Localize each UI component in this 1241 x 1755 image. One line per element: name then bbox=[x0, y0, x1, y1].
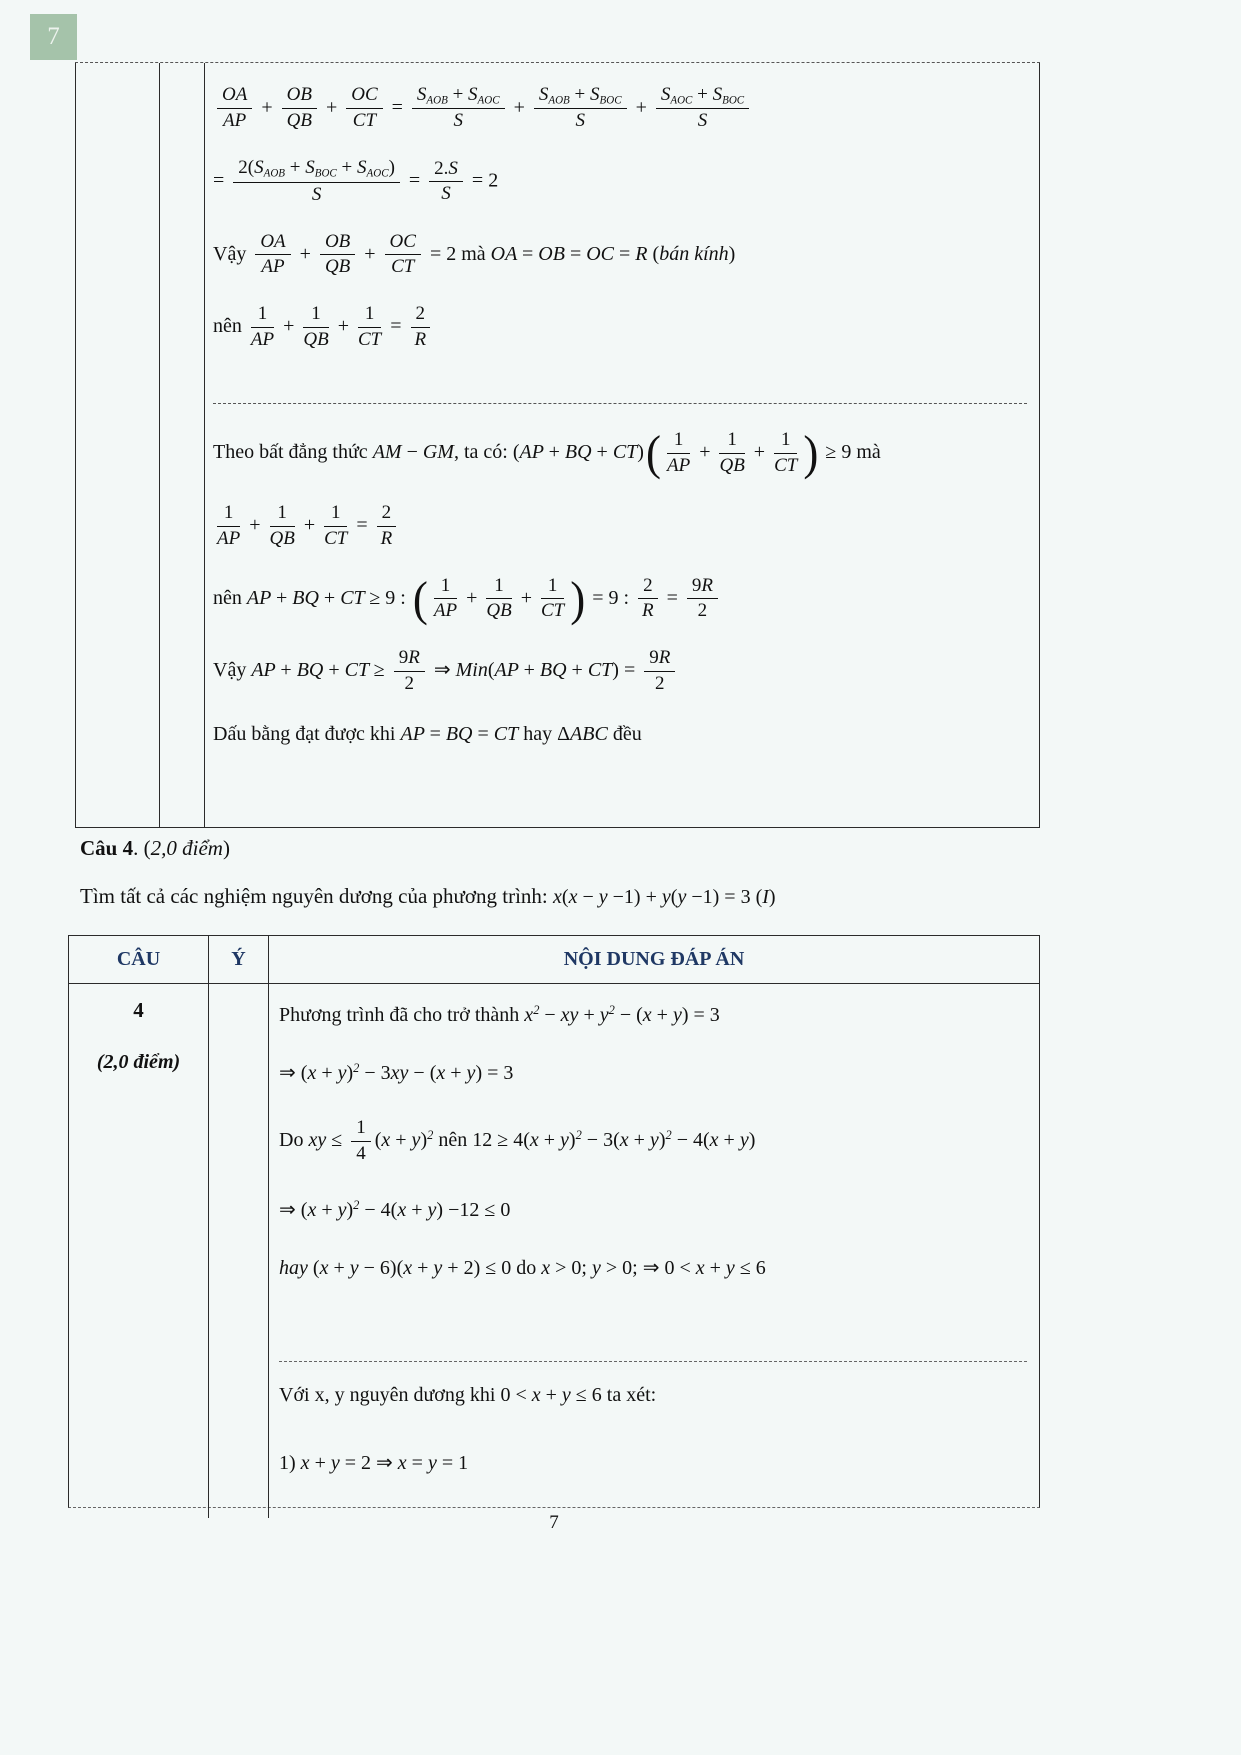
math-text: 0 < x + y ≤ 6 bbox=[500, 1384, 602, 1406]
math-line bbox=[279, 1118, 1027, 1165]
math-text: x > 0; y > 0; ⇒ 0 < x + y ≤ 6 bbox=[541, 1256, 766, 1279]
fraction: $\frac{2}{R}$ bbox=[411, 304, 431, 351]
fraction: $\frac{1}{CT}$ bbox=[540, 574, 565, 622]
plain-text: Dấu bằng đạt được khi bbox=[213, 723, 401, 746]
plain-text: Theo bất đẳng thức bbox=[213, 440, 373, 463]
fraction: $\frac{1}{CT}$ bbox=[774, 429, 798, 476]
fraction: $\frac{1}{CT}$ bbox=[358, 303, 382, 351]
fraction: $\frac{2}{R}$ bbox=[377, 503, 397, 550]
math-text: AP + BQ + CT ≥ 9 : bbox=[246, 586, 406, 609]
math-text: = bbox=[356, 513, 368, 536]
math-text: x(x − y −1) + y(y −1) = 3 bbox=[553, 886, 751, 908]
plain-text: Phương trình đã cho trở thành bbox=[279, 1004, 525, 1026]
math-text: + bbox=[249, 513, 261, 536]
fraction: $\frac{9R}{2}$ bbox=[644, 648, 675, 695]
solution-table-col-y bbox=[160, 63, 205, 827]
math-text: $x^2$ − xy + $y^2 - (x + y) = 3$ bbox=[524, 1003, 720, 1026]
math-line bbox=[279, 1450, 1027, 1476]
math-text: xy ≤ bbox=[308, 1128, 343, 1151]
math-text: OA = OB = OC = R bbox=[490, 242, 648, 265]
plain-text: Vậy bbox=[213, 659, 252, 682]
math-text: = bbox=[666, 586, 678, 609]
math-text: AP = BQ = CT bbox=[400, 723, 519, 746]
math-line bbox=[279, 1060, 1027, 1086]
fraction: $\frac{1}{AP}$ bbox=[217, 501, 241, 549]
plain-text: đều bbox=[607, 723, 642, 746]
fraction: $\frac{1}{QB}$ bbox=[486, 574, 512, 622]
question4-points: 2,0 điểm bbox=[150, 836, 223, 860]
math-line bbox=[213, 721, 1027, 747]
question4-number: Câu 4 bbox=[80, 836, 134, 860]
math-line bbox=[213, 503, 1027, 550]
math-text: $12 \ge 4(x + y)^2 - 3(x + y)^2 - 4(x + y)$ bbox=[472, 1128, 756, 1151]
solution-table-col-cau bbox=[75, 63, 160, 827]
math-text: + bbox=[261, 96, 273, 119]
fraction: $\frac{1}{AP}$ bbox=[250, 303, 275, 351]
math-text: = 2 bbox=[429, 242, 457, 265]
plain-text: mà bbox=[851, 440, 881, 463]
plain-text: 1) bbox=[279, 1452, 296, 1474]
page-footer-number: 7 bbox=[549, 1512, 559, 1533]
question4-heading-close: ) bbox=[222, 836, 230, 860]
math-text: ⇒ Min(AP + BQ + CT) = bbox=[433, 659, 636, 682]
math-line bbox=[213, 648, 1027, 695]
fraction: $\frac{1}{AP}$ bbox=[433, 574, 458, 622]
fraction: $\frac{OC}{CT}$ bbox=[346, 85, 382, 132]
math-text: = bbox=[390, 315, 402, 338]
plain-text: nên bbox=[213, 315, 247, 338]
plain-text: Do bbox=[279, 1128, 309, 1151]
answer-block-transform bbox=[279, 984, 1027, 1361]
plain-text: hay bbox=[518, 723, 558, 746]
answer-table-header-noidung: NỘI DUNG ĐÁP ÁN bbox=[269, 936, 1039, 984]
math-text: (bán kính) bbox=[652, 242, 736, 265]
answer-table-cell-cau bbox=[69, 984, 209, 1518]
fraction: $\frac{OB}{QB}$ bbox=[320, 232, 355, 279]
fraction: $\frac{OB}{QB}$ bbox=[282, 85, 317, 132]
fraction: $\frac{2.S}{S}$ bbox=[429, 159, 463, 206]
question4-statement bbox=[80, 884, 776, 909]
answer-table-cell-y bbox=[209, 984, 269, 1518]
math-line bbox=[279, 1197, 1027, 1223]
math-text: = bbox=[408, 169, 421, 192]
fraction: $\frac{1}{AP}$ bbox=[666, 429, 691, 476]
question4-statement-equation bbox=[553, 886, 776, 908]
fraction: $\frac{9R}{2}$ bbox=[687, 576, 718, 623]
solution-table bbox=[75, 62, 1040, 828]
math-text: + bbox=[303, 513, 316, 536]
question4-statement-text: Tìm tất cả các nghiệm nguyên dương của phương trình: bbox=[80, 884, 554, 908]
plain-text: , ta có: bbox=[453, 440, 508, 463]
plain-text: nên bbox=[433, 1128, 473, 1151]
math-text: + bbox=[283, 315, 295, 338]
math-text: ⇒ $(x + y)^2 - 4(x + y) -12 \le 0$ bbox=[279, 1197, 511, 1221]
answer-table-header-cau: CÂU bbox=[69, 936, 209, 984]
math-line bbox=[279, 1255, 1027, 1281]
answer-table bbox=[68, 935, 1040, 1508]
plain-text: ta xét: bbox=[601, 1384, 657, 1406]
math-line bbox=[213, 304, 1027, 351]
math-line: Theo bất đẳng thức AM − GM, ta có: (AP + BQ + CT)( $\frac{1}{AP}$ + $\frac{1}{QB}$ + $\frac{1}{CT}$ ) ≥ 9 mà bbox=[213, 426, 881, 481]
fraction: $\frac{2(S_{AOB} + S_{BOC} + S_{AOC})}{S}$ bbox=[233, 158, 400, 205]
math-text: + bbox=[337, 315, 349, 338]
math-text: + bbox=[466, 586, 478, 609]
math-text: $(x + y)^2$ bbox=[374, 1128, 434, 1151]
question4-heading-sep: . ( bbox=[133, 836, 151, 860]
solution-block-am-gm bbox=[213, 403, 1027, 827]
solution-block-circle-ratios bbox=[213, 63, 1027, 403]
question-number: 4 bbox=[133, 998, 144, 1022]
math-text: (AP + BQ + CT) bbox=[512, 440, 644, 463]
math-line bbox=[213, 158, 1027, 205]
math-text: = 2 bbox=[471, 169, 499, 192]
plain-text: do bbox=[511, 1256, 542, 1279]
plain-text: Với x, y nguyên dương khi bbox=[279, 1384, 501, 1406]
math-text: + bbox=[520, 586, 532, 609]
math-line bbox=[279, 1382, 1027, 1408]
math-text: + bbox=[753, 440, 766, 463]
math-text: (I) bbox=[755, 886, 776, 908]
math-text: = bbox=[213, 169, 225, 192]
plain-text: mà bbox=[456, 242, 491, 265]
math-text: ≥ 9 bbox=[825, 440, 852, 463]
math-text: x + y = 2 ⇒ x = y = 1 bbox=[300, 1452, 469, 1474]
solution-table-content-cell bbox=[205, 63, 1040, 827]
page-corner-number: 7 bbox=[30, 14, 77, 60]
math-text: hay (x + y − 6)(x + y + 2) ≤ 0 bbox=[279, 1256, 512, 1279]
fraction: $\frac{OC}{CT}$ bbox=[385, 232, 421, 279]
math-text: AP + BQ + CT ≥ bbox=[251, 659, 385, 682]
math-text: + bbox=[513, 96, 525, 119]
fraction: $\frac{9R}{2}$ bbox=[394, 648, 425, 695]
math-text: + bbox=[299, 242, 311, 265]
math-line bbox=[279, 1002, 1027, 1028]
fraction: $\frac{S_{AOC} + S_{BOC}}{S}$ bbox=[656, 85, 749, 132]
fraction: $\frac{S_{AOB} + S_{AOC}}{S}$ bbox=[412, 85, 505, 132]
math-text: + bbox=[325, 96, 338, 119]
math-line: nên AP + BQ + CT ≥ 9 : ( $\frac{1}{AP}$ + $\frac{1}{QB}$ + $\frac{1}{CT}$ ) = 9 : $\frac{2}{R}$ = $\frac{9R}{2}$ bbox=[213, 576, 1027, 623]
math-line bbox=[213, 232, 1027, 279]
math-text: + bbox=[364, 242, 376, 265]
fraction: $\frac{2}{R}$ bbox=[638, 576, 658, 623]
question-points: (2,0 điểm) bbox=[96, 1051, 181, 1073]
math-line bbox=[213, 85, 1027, 132]
math-text: + bbox=[635, 96, 647, 119]
fraction: $\frac{1}{4}$ bbox=[351, 1118, 371, 1165]
fraction: $\frac{S_{AOB} + S_{BOC}}{S}$ bbox=[534, 85, 627, 132]
answer-table-cell-content bbox=[269, 984, 1039, 1518]
answer-block-cases bbox=[279, 1361, 1027, 1518]
answer-table-header-y: Ý bbox=[209, 936, 269, 984]
math-text: AM − GM bbox=[372, 440, 454, 463]
fraction: $\frac{1}{QB}$ bbox=[303, 303, 329, 351]
math-text: ⇒ $(x + y)^2 - 3xy - (x + y) = 3$ bbox=[279, 1061, 514, 1084]
fraction: $\frac{1}{CT}$ bbox=[324, 501, 348, 549]
math-text: = bbox=[391, 96, 403, 119]
fraction: $\frac{1}{QB}$ bbox=[269, 501, 295, 549]
fraction: $\frac{OA}{AP}$ bbox=[217, 85, 252, 132]
fraction: $\frac{OA}{AP}$ bbox=[255, 232, 290, 279]
math-text: ΔABC bbox=[557, 723, 608, 746]
question4-heading bbox=[80, 836, 230, 861]
plain-text: nên bbox=[213, 586, 247, 609]
plain-text: Vậy bbox=[213, 242, 252, 265]
math-text: = 9 : bbox=[592, 586, 630, 609]
math-text: + bbox=[699, 440, 711, 463]
fraction: $\frac{1}{QB}$ bbox=[719, 429, 745, 476]
